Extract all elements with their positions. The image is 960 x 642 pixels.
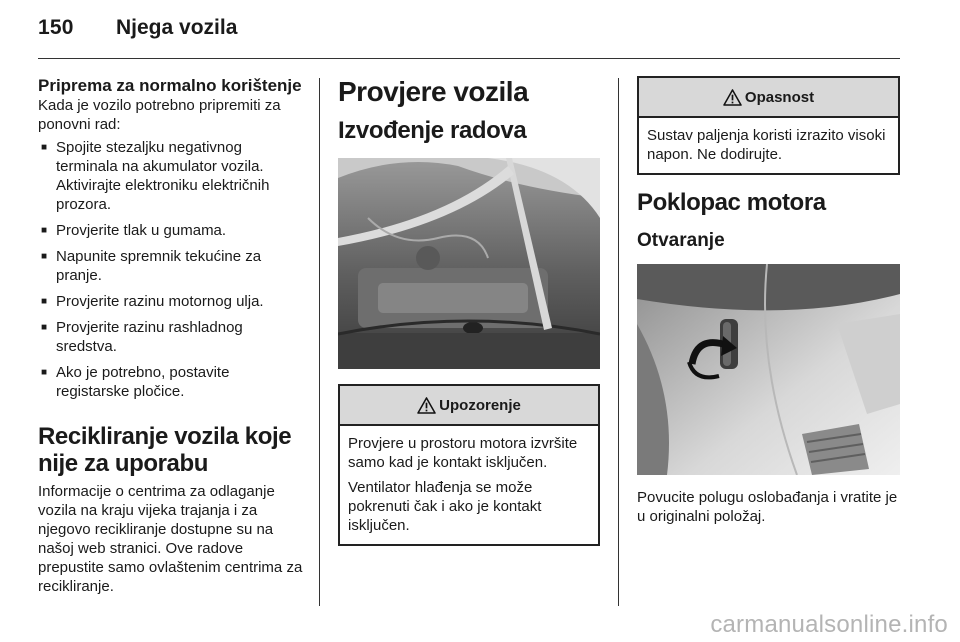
warning-box-title: Upozorenje — [439, 396, 521, 414]
column-2 — [338, 76, 600, 546]
column-3 — [637, 76, 900, 526]
warning-text: Provjere u prostoru motora izvršite samo kad je kontakt isključen. — [348, 435, 578, 471]
list-item: ■ Spojite stezaljku negativnog terminala na akumulator vozila. Aktivirajte elektroniku električnih prozora. — [38, 138, 304, 214]
watermark: carmanualsonline.info — [710, 611, 948, 638]
photo-caption: Povucite polugu oslobađanja i vratite je u originalni položaj. — [637, 489, 898, 525]
subsection-heading: Izvođenje radova — [338, 117, 527, 144]
list-item: ■ Napunite spremnik tekućine za pranje. — [38, 247, 304, 285]
page-number: 150 — [38, 16, 74, 39]
column-divider-1 — [319, 78, 320, 606]
page-header-title: Njega vozila — [116, 16, 238, 39]
danger-box — [637, 76, 900, 175]
section-heading-poklopac: Poklopac motora — [637, 189, 826, 216]
danger-box-title: Opasnost — [744, 88, 815, 106]
list-item: ■ Provjerite razinu motornog ulja. — [38, 292, 304, 311]
engine-bay-photo — [338, 158, 600, 369]
hood-release-lever-photo — [637, 264, 900, 475]
section-body-recikliranje: Informacije o centrima za odlaganje vozila na kraju vijeka trajanja i za njegovo recikliranje dostupne su na našoj web stranici. Ove radove prepustite samo ovlaštenim centrima za recikliranje. — [38, 483, 303, 595]
warning-box-body — [340, 426, 598, 544]
warning-triangle-icon — [417, 397, 436, 414]
list-item: ■ Provjerite razinu rashladnog sredstva. — [38, 318, 304, 356]
column-1 — [38, 76, 304, 596]
section-heading-priprema: Priprema za normalno korištenje — [38, 76, 302, 95]
section-intro: Kada je vozilo potrebno pripremiti za ponovni rad: — [38, 97, 281, 133]
column-divider-2 — [618, 78, 619, 606]
subsection-heading-otvaranje: Otvaranje — [637, 230, 725, 251]
warning-box-header — [340, 386, 598, 426]
list-item: ■ Provjerite tlak u gumama. — [38, 221, 304, 240]
danger-box-header — [639, 78, 898, 118]
chapter-heading: Provjere vozila — [338, 76, 529, 107]
danger-text: Sustav paljenja koristi izrazito visoki napon. Ne dodirujte. — [647, 127, 886, 163]
warning-text: Ventilator hlađenja se može pokrenuti čak i ako je kontakt isključen. — [348, 479, 542, 534]
warning-triangle-icon — [723, 89, 742, 106]
checklist — [38, 138, 304, 401]
list-item: ■ Ako je potrebno, postavite registarske pločice. — [38, 363, 304, 401]
section-heading-recikliranje: Recikliranje vozila koje nije za uporabu — [38, 423, 292, 477]
danger-box-body — [639, 118, 898, 173]
header-divider — [38, 58, 900, 59]
warning-box — [338, 384, 600, 546]
